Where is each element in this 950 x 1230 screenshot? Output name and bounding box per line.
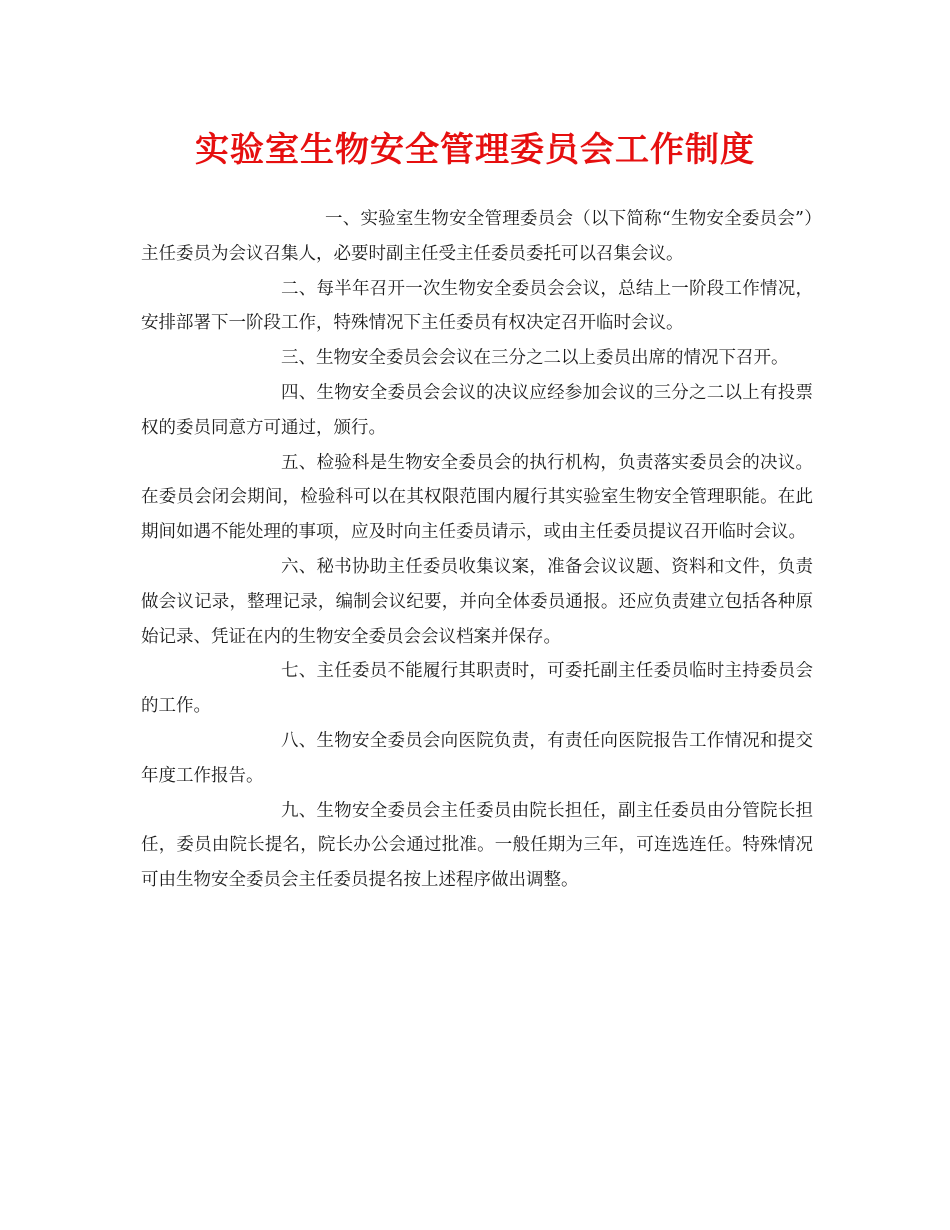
document-body xyxy=(141,202,813,898)
paragraph-8: 八、生物安全委员会向医院负责，有责任向医院报告工作情况和提交年度工作报告。 xyxy=(141,730,813,786)
paragraph-7: 七、主任委员不能履行其职责时，可委托副主任委员临时主持委员会的工作。 xyxy=(141,661,813,717)
paragraph-1: 一、实验室生物安全管理委员会（以下简称“生物安全委员会”）主任委员为会议召集人，必要时副主任受主任委员委托可以召集会议。 xyxy=(141,209,813,264)
document-title: 实验室生物安全管理委员会工作制度 xyxy=(195,130,755,170)
paragraph-2: 二、每半年召开一次生物安全委员会会议，总结上一阶段工作情况，安排部署下一阶段工作，特殊情况下主任委员有权决定召开临时会议。 xyxy=(141,278,813,334)
paragraph-3: 三、生物安全委员会会议在三分之二以上委员出席的情况下召开。 xyxy=(281,348,789,369)
paragraph-9: 九、生物安全委员会主任委员由院长担任，副主任委员由分管院长担任，委员由院长提名，院长办公会通过批准。一般任期为三年，可连选连任。特殊情况可由生物安全委员会主任委员提名按上述程序做出调整。 xyxy=(141,800,813,891)
paragraph-4: 四、生物安全委员会会议的决议应经参加会议的三分之二以上有投票权的委员同意方可通过，颁行。 xyxy=(141,382,813,438)
paragraph-6: 六、秘书协助主任委员收集议案，准备会议议题、资料和文件，负责做会议记录，整理记录，编制会议纪要，并向全体委员通报。还应负责建立包括各种原始记录、凭证在内的生物安全委员会会议档案并保存。 xyxy=(141,556,813,647)
paragraph-5: 五、检验科是生物安全委员会的执行机构，负责落实委员会的决议。在委员会闭会期间，检验科可以在其权限范围内履行其实验室生物安全管理职能。在此期间如遇不能处理的事项，应及时向主任委员请示，或由主任委员提议召开临时会议。 xyxy=(141,452,813,543)
